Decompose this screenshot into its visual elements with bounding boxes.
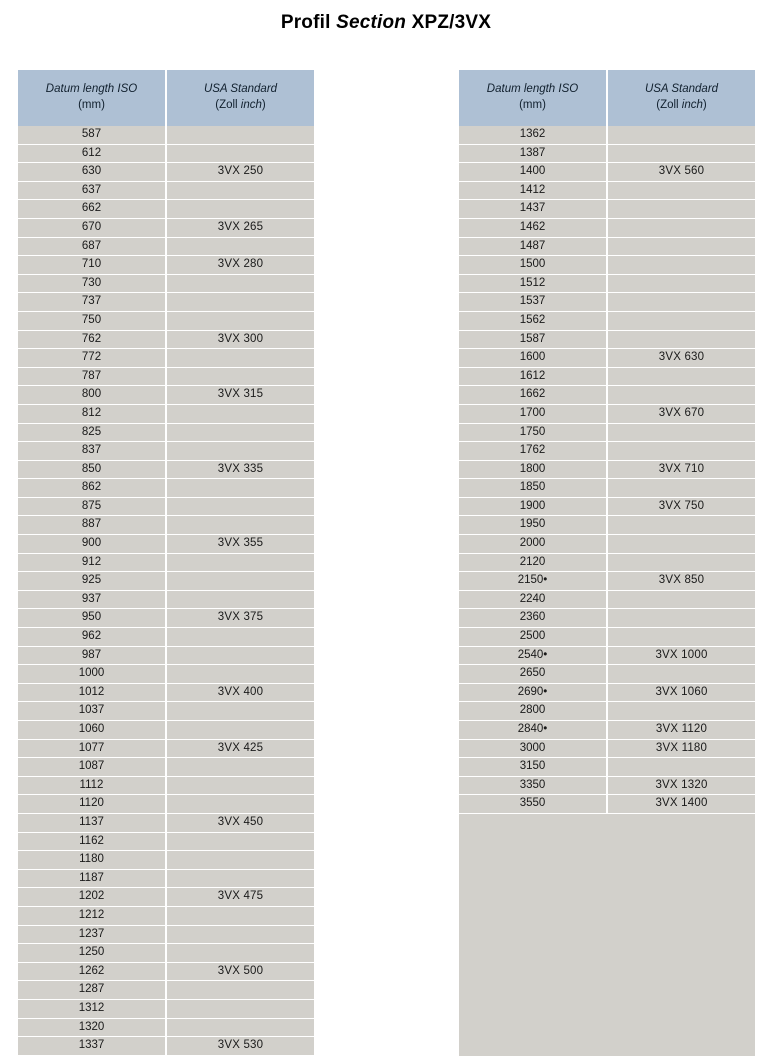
table-row: [459, 516, 755, 535]
header-usa-unit-a: (Zoll: [215, 99, 241, 111]
cell-usa-standard: [166, 144, 314, 163]
table-row: [18, 404, 314, 423]
cell-usa-standard: 3VX 265: [166, 218, 314, 237]
cell-usa-standard: [607, 665, 755, 684]
table-row: [18, 572, 314, 591]
cell-usa-standard: [607, 367, 755, 386]
table-row: [18, 293, 314, 312]
table-row: [459, 702, 755, 721]
table-row: [18, 813, 314, 832]
cell-datum-length: 637: [18, 181, 166, 200]
cell-usa-standard: 3VX 630: [607, 349, 755, 368]
header-datum-length-unit: (mm): [519, 99, 546, 111]
cell-datum-length: 762: [18, 330, 166, 349]
page-title-part3: XPZ/3VX: [406, 12, 492, 33]
header-usa-unit-b: inch: [240, 99, 262, 111]
table-row: [18, 386, 314, 405]
cell-usa-standard: [166, 628, 314, 647]
cell-usa-standard: [166, 126, 314, 144]
cell-usa-standard: 3VX 1060: [607, 683, 755, 702]
cell-usa-standard: 3VX 335: [166, 460, 314, 479]
cell-usa-standard: [166, 423, 314, 442]
table-row: [18, 516, 314, 535]
cell-usa-standard: [166, 311, 314, 330]
cell-usa-standard: [166, 442, 314, 461]
cell-datum-length: 1060: [18, 721, 166, 740]
cell-datum-length: 662: [18, 200, 166, 219]
cell-datum-length: 2000: [459, 535, 607, 554]
table-row: [18, 1037, 314, 1056]
cell-datum-length: 737: [18, 293, 166, 312]
table-row: [459, 126, 755, 144]
cell-usa-standard: [607, 423, 755, 442]
cell-usa-standard: 3VX 250: [166, 163, 314, 182]
table-row: [18, 330, 314, 349]
cell-usa-standard: [166, 349, 314, 368]
cell-datum-length: 875: [18, 497, 166, 516]
cell-datum-length: 2360: [459, 609, 607, 628]
cell-datum-length: 612: [18, 144, 166, 163]
cell-datum-length: 962: [18, 628, 166, 647]
table-row: [459, 497, 755, 516]
header-usa-standard-label: USA Standard: [644, 83, 719, 96]
header-usa-unit-a: (Zoll: [656, 99, 682, 111]
table-row: [459, 218, 755, 237]
cell-datum-length: 772: [18, 349, 166, 368]
table-body-right: [459, 126, 755, 813]
table-header-right: [459, 70, 755, 126]
cell-datum-length: 3150: [459, 758, 607, 777]
cell-datum-length: 1587: [459, 330, 607, 349]
cell-datum-length: 1662: [459, 386, 607, 405]
cell-datum-length: 1762: [459, 442, 607, 461]
table-row: [18, 776, 314, 795]
cell-usa-standard: [166, 274, 314, 293]
cell-datum-length: 1250: [18, 944, 166, 963]
cell-datum-length: 787: [18, 367, 166, 386]
cell-usa-standard: [607, 256, 755, 275]
cell-datum-length: 800: [18, 386, 166, 405]
cell-datum-length: 1037: [18, 702, 166, 721]
cell-datum-length: 912: [18, 553, 166, 572]
cell-datum-length: 1512: [459, 274, 607, 293]
cell-datum-length: 887: [18, 516, 166, 535]
table-row: [18, 869, 314, 888]
table-row: [459, 256, 755, 275]
cell-datum-length: 1287: [18, 981, 166, 1000]
cell-usa-standard: [166, 590, 314, 609]
cell-datum-length: 730: [18, 274, 166, 293]
table-row: [459, 609, 755, 628]
table-row: [18, 442, 314, 461]
header-usa-unit-c: ): [261, 99, 266, 111]
table-row: [18, 367, 314, 386]
cell-datum-length: 2650: [459, 665, 607, 684]
table-header-left: [18, 70, 314, 126]
table-row: [18, 646, 314, 665]
cell-datum-length: 825: [18, 423, 166, 442]
cell-datum-length: 1202: [18, 888, 166, 907]
header-row: [459, 70, 755, 126]
cell-datum-length: 1537: [459, 293, 607, 312]
cell-datum-length: 1362: [459, 126, 607, 144]
table-row: [459, 349, 755, 368]
cell-datum-length: 1437: [459, 200, 607, 219]
table-row: [459, 665, 755, 684]
cell-datum-length: 1612: [459, 367, 607, 386]
cell-datum-length: 987: [18, 646, 166, 665]
table-row: [18, 944, 314, 963]
header-row: [18, 70, 314, 126]
page-title-part2: Section: [336, 12, 407, 33]
table-row: [459, 572, 755, 591]
cell-datum-length: 2690•: [459, 683, 607, 702]
column-header-usa-standard: [166, 70, 314, 126]
cell-usa-standard: 3VX 315: [166, 386, 314, 405]
cell-usa-standard: [607, 535, 755, 554]
table-row: [459, 274, 755, 293]
cell-datum-length: 1320: [18, 1018, 166, 1037]
table-row: [459, 330, 755, 349]
table-row: [18, 274, 314, 293]
header-usa-unit-b: inch: [681, 99, 703, 111]
cell-usa-standard: [607, 126, 755, 144]
table-row: [459, 776, 755, 795]
cell-datum-length: 1462: [459, 218, 607, 237]
table-row: [18, 739, 314, 758]
cell-datum-length: 862: [18, 479, 166, 498]
cell-usa-standard: [166, 758, 314, 777]
cell-usa-standard: [166, 981, 314, 1000]
table-row: [18, 721, 314, 740]
cell-datum-length: 925: [18, 572, 166, 591]
cell-datum-length: 1187: [18, 869, 166, 888]
table-row: [18, 702, 314, 721]
cell-usa-standard: 3VX 1000: [607, 646, 755, 665]
cell-usa-standard: [607, 628, 755, 647]
cell-usa-standard: [607, 200, 755, 219]
page-title: [0, 0, 772, 34]
cell-usa-standard: 3VX 475: [166, 888, 314, 907]
cell-usa-standard: [607, 758, 755, 777]
table-row: [18, 126, 314, 144]
table-row: [459, 237, 755, 256]
table-row: [18, 460, 314, 479]
cell-usa-standard: [607, 311, 755, 330]
table-row: [18, 851, 314, 870]
cell-usa-standard: [607, 386, 755, 405]
cell-datum-length: 3000: [459, 739, 607, 758]
table-row: [459, 479, 755, 498]
cell-usa-standard: [166, 237, 314, 256]
cell-usa-standard: 3VX 850: [607, 572, 755, 591]
cell-usa-standard: 3VX 500: [166, 962, 314, 981]
cell-usa-standard: [607, 181, 755, 200]
table-row: [459, 293, 755, 312]
table-row: [18, 311, 314, 330]
table-row: [18, 237, 314, 256]
cell-usa-standard: 3VX 560: [607, 163, 755, 182]
cell-datum-length: 2540•: [459, 646, 607, 665]
cell-usa-standard: [607, 609, 755, 628]
cell-usa-standard: [166, 999, 314, 1018]
cell-datum-length: 1387: [459, 144, 607, 163]
table-row: [459, 739, 755, 758]
cell-usa-standard: [166, 851, 314, 870]
cell-usa-standard: [166, 404, 314, 423]
cell-datum-length: 1562: [459, 311, 607, 330]
table-row: [18, 999, 314, 1018]
cell-datum-length: 1120: [18, 795, 166, 814]
table-row: [459, 386, 755, 405]
cell-usa-standard: [607, 479, 755, 498]
cell-usa-standard: 3VX 670: [607, 404, 755, 423]
cell-usa-standard: 3VX 280: [166, 256, 314, 275]
cell-datum-length: 1077: [18, 739, 166, 758]
table-row: [18, 218, 314, 237]
cell-datum-length: 1087: [18, 758, 166, 777]
cell-usa-standard: [607, 218, 755, 237]
cell-usa-standard: [607, 590, 755, 609]
cell-datum-length: 1950: [459, 516, 607, 535]
cell-datum-length: 2840•: [459, 721, 607, 740]
column-header-datum-length: [459, 70, 607, 126]
table-row: [18, 962, 314, 981]
cell-datum-length: 1262: [18, 962, 166, 981]
cell-datum-length: 1850: [459, 479, 607, 498]
header-datum-length-label: Datum length ISO: [45, 83, 138, 96]
cell-datum-length: 1000: [18, 665, 166, 684]
cell-usa-standard: [166, 869, 314, 888]
cell-datum-length: 710: [18, 256, 166, 275]
table-row: [18, 628, 314, 647]
cell-usa-standard: [607, 293, 755, 312]
belt-length-table-right: [459, 70, 755, 814]
cell-datum-length: 850: [18, 460, 166, 479]
cell-usa-standard: [166, 553, 314, 572]
table-row: [18, 497, 314, 516]
cell-usa-standard: [166, 795, 314, 814]
cell-datum-length: 1750: [459, 423, 607, 442]
cell-usa-standard: 3VX 1120: [607, 721, 755, 740]
cell-usa-standard: 3VX 710: [607, 460, 755, 479]
table-row: [18, 200, 314, 219]
cell-usa-standard: [166, 497, 314, 516]
table-row: [459, 535, 755, 554]
cell-usa-standard: [166, 776, 314, 795]
cell-datum-length: 2500: [459, 628, 607, 647]
cell-usa-standard: [166, 944, 314, 963]
cell-usa-standard: [166, 665, 314, 684]
cell-usa-standard: [607, 330, 755, 349]
table-row: [18, 163, 314, 182]
cell-datum-length: 670: [18, 218, 166, 237]
table-row: [18, 609, 314, 628]
cell-datum-length: 1412: [459, 181, 607, 200]
cell-usa-standard: [607, 702, 755, 721]
cell-usa-standard: [607, 144, 755, 163]
table-row: [459, 460, 755, 479]
table-row: [18, 144, 314, 163]
cell-datum-length: 1237: [18, 925, 166, 944]
cell-datum-length: 630: [18, 163, 166, 182]
table-row: [18, 906, 314, 925]
cell-datum-length: 750: [18, 311, 166, 330]
belt-length-table-left: [18, 70, 314, 1056]
cell-datum-length: 1337: [18, 1037, 166, 1056]
cell-usa-standard: 3VX 300: [166, 330, 314, 349]
cell-datum-length: 1212: [18, 906, 166, 925]
table-row: [18, 181, 314, 200]
header-datum-length-label: Datum length ISO: [486, 83, 579, 96]
cell-datum-length: 1700: [459, 404, 607, 423]
table-row: [459, 795, 755, 814]
table-row: [459, 646, 755, 665]
table-row: [459, 553, 755, 572]
cell-usa-standard: [166, 925, 314, 944]
cell-datum-length: 2800: [459, 702, 607, 721]
table-row: [459, 144, 755, 163]
cell-usa-standard: [607, 553, 755, 572]
cell-datum-length: 837: [18, 442, 166, 461]
header-usa-unit-c: ): [702, 99, 707, 111]
table-row: [459, 423, 755, 442]
table-row: [459, 311, 755, 330]
cell-datum-length: 2150•: [459, 572, 607, 591]
table-row: [18, 925, 314, 944]
cell-datum-length: 1312: [18, 999, 166, 1018]
table-row: [18, 981, 314, 1000]
table-row: [459, 442, 755, 461]
table-row: [459, 367, 755, 386]
cell-datum-length: 1600: [459, 349, 607, 368]
table-row: [459, 181, 755, 200]
cell-datum-length: 937: [18, 590, 166, 609]
cell-datum-length: 900: [18, 535, 166, 554]
cell-usa-standard: [607, 274, 755, 293]
column-header-usa-standard: [607, 70, 755, 126]
cell-datum-length: 1900: [459, 497, 607, 516]
cell-usa-standard: 3VX 450: [166, 813, 314, 832]
table-row: [18, 888, 314, 907]
cell-usa-standard: 3VX 400: [166, 683, 314, 702]
cell-usa-standard: [166, 516, 314, 535]
table-row: [459, 628, 755, 647]
cell-usa-standard: [166, 293, 314, 312]
cell-usa-standard: [166, 721, 314, 740]
cell-datum-length: 1487: [459, 237, 607, 256]
cell-usa-standard: 3VX 530: [166, 1037, 314, 1056]
table-row: [459, 590, 755, 609]
table-row: [459, 163, 755, 182]
cell-usa-standard: [166, 832, 314, 851]
cell-usa-standard: [166, 200, 314, 219]
cell-datum-length: 2240: [459, 590, 607, 609]
cell-usa-standard: 3VX 355: [166, 535, 314, 554]
table-row: [18, 349, 314, 368]
cell-usa-standard: [607, 237, 755, 256]
cell-usa-standard: [166, 1018, 314, 1037]
cell-usa-standard: 3VX 1180: [607, 739, 755, 758]
cell-usa-standard: [607, 516, 755, 535]
cell-datum-length: 2120: [459, 553, 607, 572]
cell-datum-length: 812: [18, 404, 166, 423]
cell-datum-length: 3550: [459, 795, 607, 814]
cell-datum-length: 1162: [18, 832, 166, 851]
table-row: [459, 404, 755, 423]
cell-usa-standard: [166, 646, 314, 665]
cell-datum-length: 1500: [459, 256, 607, 275]
cell-usa-standard: 3VX 1400: [607, 795, 755, 814]
table-row: [18, 832, 314, 851]
cell-datum-length: 1137: [18, 813, 166, 832]
cell-datum-length: 687: [18, 237, 166, 256]
header-usa-standard-label: USA Standard: [203, 83, 278, 96]
cell-usa-standard: [166, 572, 314, 591]
cell-datum-length: 1112: [18, 776, 166, 795]
table-row: [18, 590, 314, 609]
table-row: [459, 200, 755, 219]
page-title-part1: Profil: [280, 12, 337, 33]
table-row: [18, 256, 314, 275]
cell-datum-length: 1012: [18, 683, 166, 702]
table-row: [18, 683, 314, 702]
table-row: [18, 1018, 314, 1037]
cell-datum-length: 950: [18, 609, 166, 628]
cell-usa-standard: [166, 181, 314, 200]
cell-datum-length: 1400: [459, 163, 607, 182]
table-row: [18, 758, 314, 777]
table-row: [18, 479, 314, 498]
cell-datum-length: 587: [18, 126, 166, 144]
table-row: [459, 683, 755, 702]
cell-datum-length: 1180: [18, 851, 166, 870]
cell-datum-length: 1800: [459, 460, 607, 479]
table-row: [18, 795, 314, 814]
cell-usa-standard: 3VX 750: [607, 497, 755, 516]
table-row: [18, 665, 314, 684]
table-row: [18, 553, 314, 572]
cell-usa-standard: [166, 479, 314, 498]
cell-usa-standard: 3VX 425: [166, 739, 314, 758]
cell-usa-standard: 3VX 375: [166, 609, 314, 628]
table-row: [18, 423, 314, 442]
column-header-datum-length: [18, 70, 166, 126]
cell-usa-standard: [607, 442, 755, 461]
table-row: [18, 535, 314, 554]
table-row: [459, 758, 755, 777]
header-datum-length-unit: (mm): [78, 99, 105, 111]
cell-datum-length: 3350: [459, 776, 607, 795]
cell-usa-standard: [166, 906, 314, 925]
table-row: [459, 721, 755, 740]
cell-usa-standard: 3VX 1320: [607, 776, 755, 795]
table-body-left: [18, 126, 314, 1055]
right-table-filler-block: [459, 814, 755, 1056]
cell-usa-standard: [166, 702, 314, 721]
cell-usa-standard: [166, 367, 314, 386]
